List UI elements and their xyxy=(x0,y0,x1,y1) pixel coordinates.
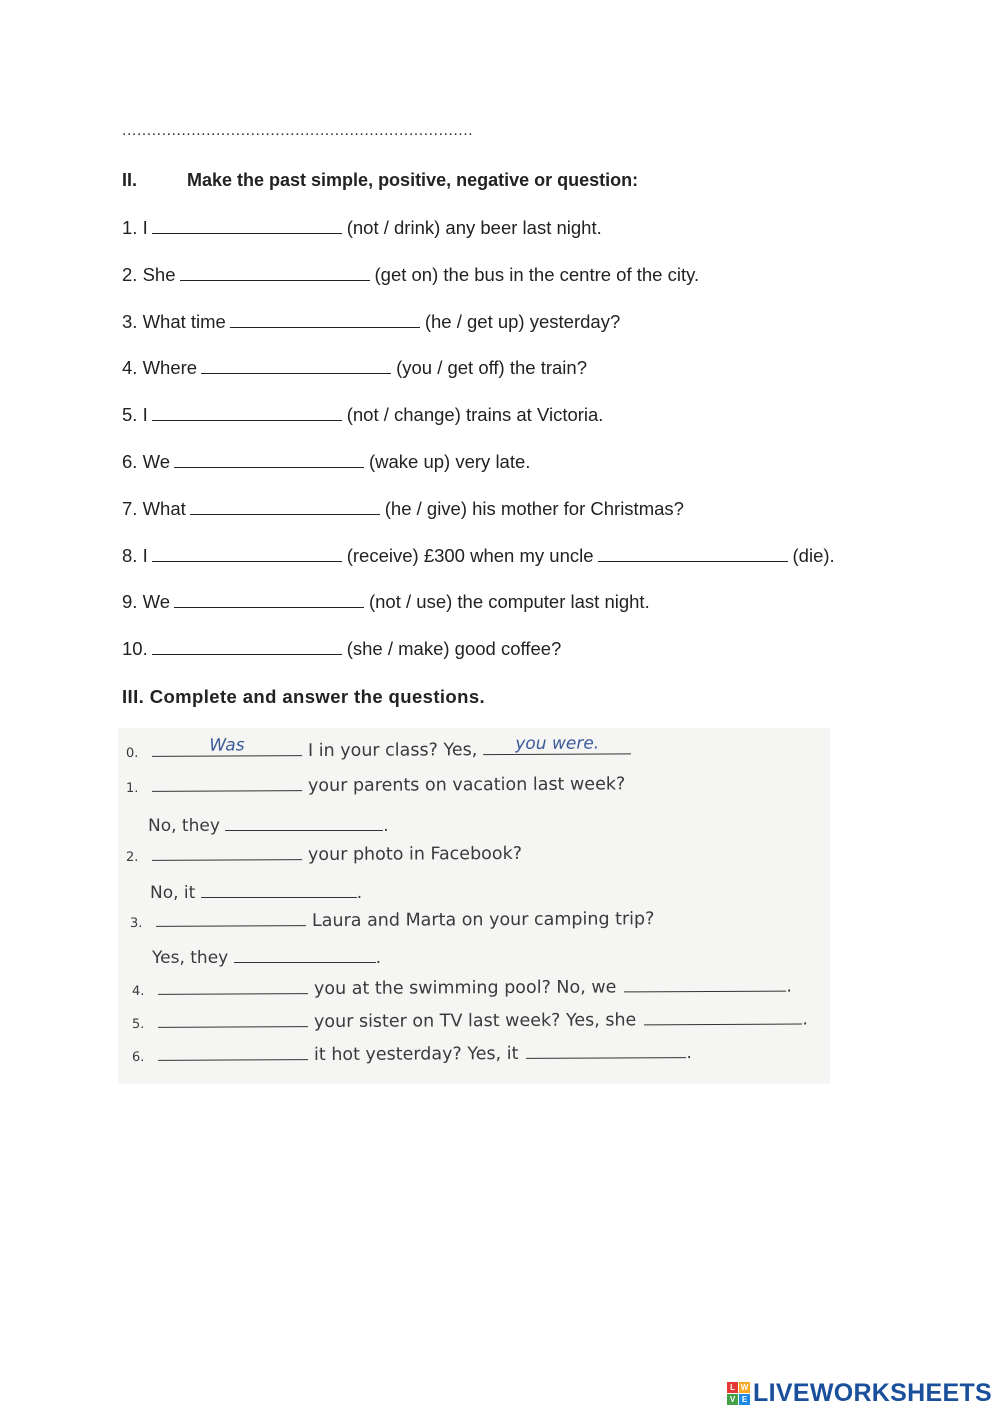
question-number: 3. xyxy=(129,915,143,931)
exercise-item xyxy=(122,498,835,545)
answer-blank[interactable] xyxy=(158,975,308,995)
example-question xyxy=(126,735,637,762)
answer-blank[interactable] xyxy=(152,217,342,234)
logo-tile: W xyxy=(740,1383,749,1392)
logo-tile: L xyxy=(727,1382,738,1393)
item-suffix: (die). xyxy=(792,544,835,566)
item-suffix: (not / drink) any beer last night. xyxy=(346,217,602,238)
handwritten-answer: you were. xyxy=(515,733,600,754)
item-prefix: 8. I xyxy=(122,544,148,566)
exercise-item xyxy=(122,591,835,638)
question-text: your sister on TV last week? Yes, she xyxy=(313,1010,637,1033)
handwritten-answer: Was xyxy=(209,735,245,756)
question-row xyxy=(130,905,655,932)
answer-blank[interactable] xyxy=(624,973,786,993)
answer-blank[interactable] xyxy=(152,404,342,421)
answer-blank[interactable] xyxy=(180,264,370,281)
answer-blank[interactable] xyxy=(152,772,302,792)
item-suffix: (you / get off) the train? xyxy=(396,357,587,379)
answer-blank[interactable] xyxy=(598,545,788,562)
liveworksheets-logo xyxy=(727,1379,992,1408)
question-text: Laura and Marta on your camping trip? xyxy=(311,909,655,932)
answer-blank[interactable] xyxy=(156,907,306,927)
answer-blank[interactable] xyxy=(152,841,302,861)
answer-blank[interactable] xyxy=(152,737,302,757)
question-number: 2. xyxy=(125,849,139,865)
answer-blank[interactable] xyxy=(201,357,391,374)
item-prefix: 2. She xyxy=(122,263,176,285)
item-prefix: 5. I xyxy=(122,404,148,426)
item-prefix: 1. I xyxy=(122,217,148,238)
scanned-exercise-image xyxy=(118,728,830,1084)
reply-text: No, they xyxy=(148,816,220,836)
question-number: 5. xyxy=(131,1016,145,1032)
answer-blank[interactable] xyxy=(644,1005,802,1025)
question-text: you at the swimming pool? No, we xyxy=(313,977,617,1000)
question-row xyxy=(126,840,522,866)
item-middle: (receive) £300 when my uncle xyxy=(346,544,594,566)
exercise-2-list xyxy=(122,217,835,685)
item-suffix: (wake up) very late. xyxy=(368,450,531,472)
item-suffix: (not / change) trains at Victoria. xyxy=(346,404,604,426)
item-suffix: (she / make) good coffee? xyxy=(346,638,562,660)
answer-blank[interactable] xyxy=(201,879,357,898)
answer-blank[interactable] xyxy=(158,1041,308,1061)
answer-blank[interactable] xyxy=(526,1039,686,1059)
section-number: II. xyxy=(122,170,138,190)
item-suffix: (not / use) the computer last night. xyxy=(368,591,650,613)
answer-blank[interactable] xyxy=(174,451,364,468)
item-suffix: (he / get up) yesterday? xyxy=(424,310,621,332)
reply-text: Yes, they xyxy=(152,948,229,968)
section-3-heading: III. Complete and answer the questions. xyxy=(122,686,486,707)
item-suffix: (he / give) his mother for Christmas? xyxy=(384,497,684,519)
logo-tile: V xyxy=(727,1394,738,1405)
reply-row: No, they . xyxy=(148,812,389,836)
item-suffix: (get on) the bus in the centre of the city. xyxy=(374,263,700,285)
question-text: it hot yesterday? Yes, it xyxy=(313,1043,519,1066)
logo-tile: E xyxy=(739,1394,750,1405)
answer-blank[interactable] xyxy=(174,591,364,608)
logo-grid-icon xyxy=(727,1382,750,1405)
item-prefix: 10. xyxy=(122,638,148,660)
reply-row: Yes, they . xyxy=(152,944,381,968)
item-prefix: 9. We xyxy=(122,591,170,613)
item-prefix: 4. Where xyxy=(122,357,198,379)
question-text: I in your class? Yes, xyxy=(307,740,478,762)
exercise-item xyxy=(122,404,835,451)
logo-text: LIVEWORKSHEETS xyxy=(753,1379,992,1407)
question-number: 6. xyxy=(131,1049,145,1065)
answer-blank[interactable] xyxy=(225,812,383,831)
answer-blank[interactable] xyxy=(483,735,631,755)
question-number: 1. xyxy=(125,780,139,796)
exercise-item xyxy=(122,311,835,358)
answer-blank[interactable] xyxy=(152,638,342,655)
answer-blank[interactable] xyxy=(230,311,420,328)
section-2-heading xyxy=(122,170,638,191)
exercise-item xyxy=(122,217,835,264)
question-row: 4. you at the swimming pool? No, we . xyxy=(132,973,792,1000)
answer-blank[interactable] xyxy=(152,545,342,562)
section-instruction: Make the past simple, positive, negative or question: xyxy=(187,170,639,190)
question-row xyxy=(126,770,625,797)
exercise-item xyxy=(122,545,835,592)
item-prefix: 3. What time xyxy=(122,310,226,332)
exercise-item xyxy=(122,264,835,311)
exercise-item xyxy=(122,638,835,685)
item-prefix: 6. We xyxy=(122,450,170,472)
exercise-item xyxy=(122,357,835,404)
top-dotted-line: ....................................................................... xyxy=(122,122,474,139)
reply-row: No, it . xyxy=(150,879,362,903)
answer-blank[interactable] xyxy=(158,1008,308,1028)
question-row: 6. it hot yesterday? Yes, it . xyxy=(132,1039,692,1066)
reply-text: No, it xyxy=(150,883,196,903)
question-text: your parents on vacation last week? xyxy=(307,774,626,797)
question-number: 0. xyxy=(125,745,139,761)
item-prefix: 7. What xyxy=(122,497,186,519)
answer-blank[interactable] xyxy=(190,498,380,515)
question-text: your photo in Facebook? xyxy=(307,843,523,866)
answer-blank[interactable] xyxy=(234,944,376,963)
question-row: 5. your sister on TV last week? Yes, she . xyxy=(132,1005,808,1033)
question-number: 4. xyxy=(131,983,145,999)
exercise-item xyxy=(122,451,835,498)
